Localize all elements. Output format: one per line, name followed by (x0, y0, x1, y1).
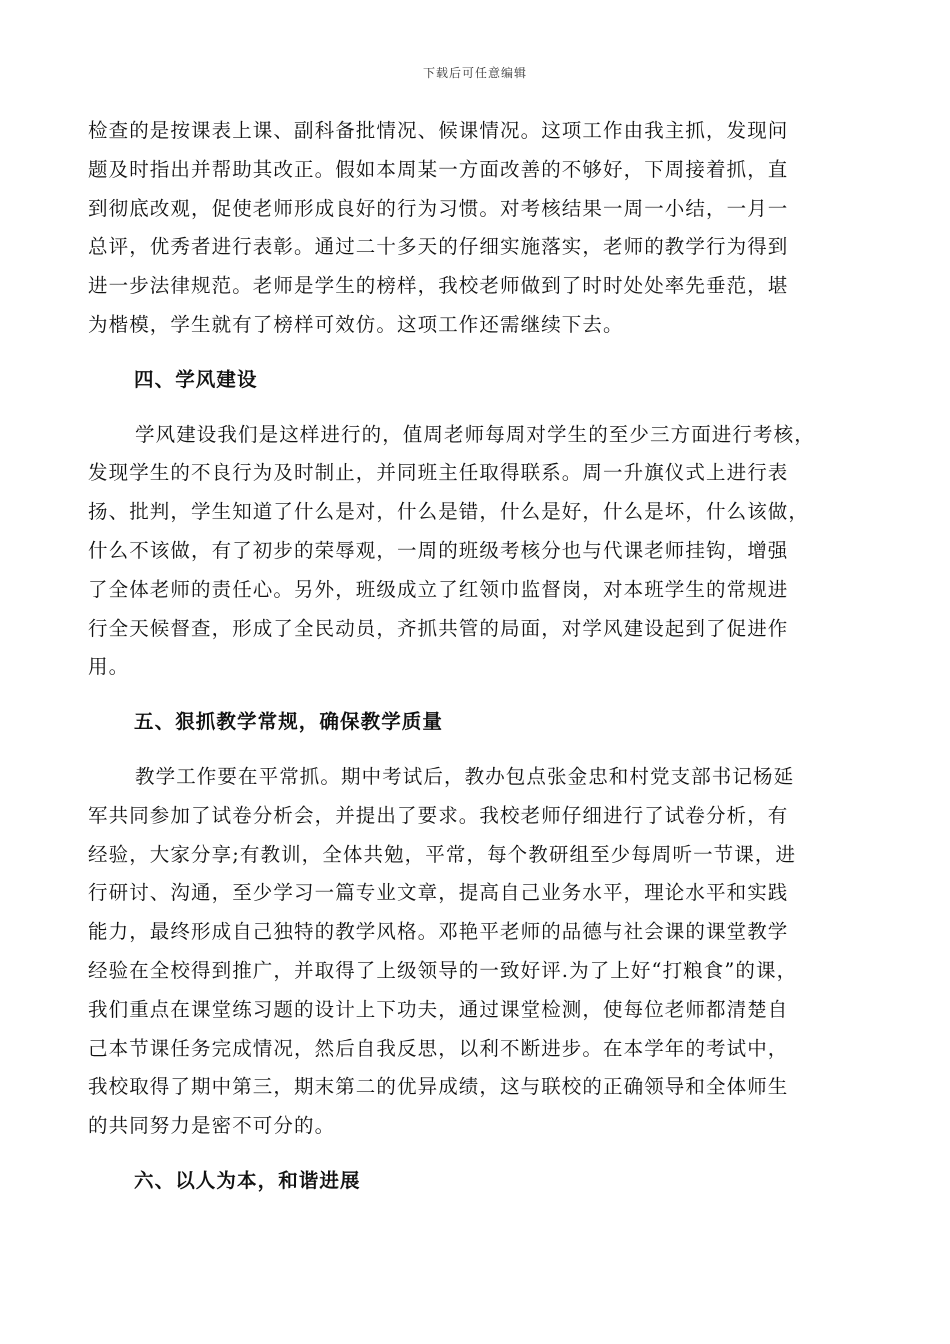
paragraph-checks (88, 112, 878, 345)
text-line: 行研讨、沟通，至少学习一篇专业文章，提高自己业务水平，理论水平和实践 (88, 881, 789, 905)
text-line: 军共同参加了试卷分析会，并提出了要求。我校老师仔细进行了试卷分析，有 (88, 803, 789, 827)
text-line: 总评，优秀者进行表彰。通过二十多天的仔细实施落实，老师的教学行为得到 (88, 235, 789, 259)
text-line: 进一步法律规范。老师是学生的榜样，我校老师做到了时时处处率先垂范，堪 (88, 274, 789, 298)
page-header: 下载后可任意编辑 (422, 66, 527, 80)
document-body (88, 112, 878, 1201)
text-line: 用。 (88, 655, 130, 679)
text-line: 行全天候督查，形成了全民动员，齐抓共管的局面，对学风建设起到了促进作 (88, 616, 789, 640)
text-line: 到彻底改观，促使老师形成良好的行为习惯。对考核结果一周一小结，一月一 (88, 196, 789, 220)
text-line: 教学工作要在平常抓。期中考试后，教办包点张金忠和村党支部书记杨延 (135, 764, 795, 788)
text-line: 检查的是按课表上课、副科备批情况、候课情况。这项工作由我主抓，发现问 (88, 119, 789, 142)
text-line: 己本节课任务完成情况，然后自我反思，以利不断进步。在本学年的考试中， (88, 1036, 789, 1060)
text-line: 经验在全校得到推广，并取得了上级领导的一致好评.为了上好“打粮食”的课， (88, 958, 798, 982)
paragraph-study-style (88, 416, 878, 688)
text-line: 为楷模，学生就有了榜样可效仿。这项工作还需继续下去。 (88, 312, 624, 336)
text-line: 什么不该做，有了初步的荣辱观，一周的班级考核分也与代课老师挂钩，增强 (88, 538, 789, 562)
section-heading-teaching-routine: 五、狠抓教学常规，确保教学质量 (134, 710, 444, 734)
text-line: 题及时指出并帮助其改正。假如本周某一方面改善的不够好，下周接着抓，直 (88, 157, 789, 181)
text-line: 扬、批判，学生知道了什么是对，什么是错，什么是好，什么是坏，什么该做， (88, 500, 810, 524)
text-line: 发现学生的不良行为及时制止，并同班主任取得联系。周一升旗仪式上进行表 (88, 461, 789, 485)
text-line: 学风建设我们是这样进行的，值周老师每周对学生的至少三方面进行考核， (135, 422, 815, 446)
section-heading-people-oriented: 六、以人为本，和谐进展 (134, 1168, 361, 1192)
text-line: 我校取得了期中第三，期末第二的优异成绩，这与联校的正确领导和全体师生 (88, 1075, 789, 1099)
text-line: 了全体老师的责任心。另外，班级成立了红领巾监督岗，对本班学生的常规进 (88, 577, 789, 601)
paragraph-teaching-routine (88, 758, 878, 1146)
text-line: 我们重点在课堂练习题的设计上下功夫，通过课堂检测，使每位老师都清楚自 (88, 997, 789, 1021)
text-line: 能力，最终形成自己独特的教学风格。邓艳平老师的品德与社会课的课堂教学 (88, 920, 789, 944)
section-heading-study-style: 四、学风建设 (134, 367, 258, 391)
text-line: 的共同努力是密不可分的。 (88, 1114, 336, 1138)
text-line: 经验，大家分享;有教训，全体共勉，平常，每个教研组至少每周听一节课，进 (88, 842, 797, 866)
